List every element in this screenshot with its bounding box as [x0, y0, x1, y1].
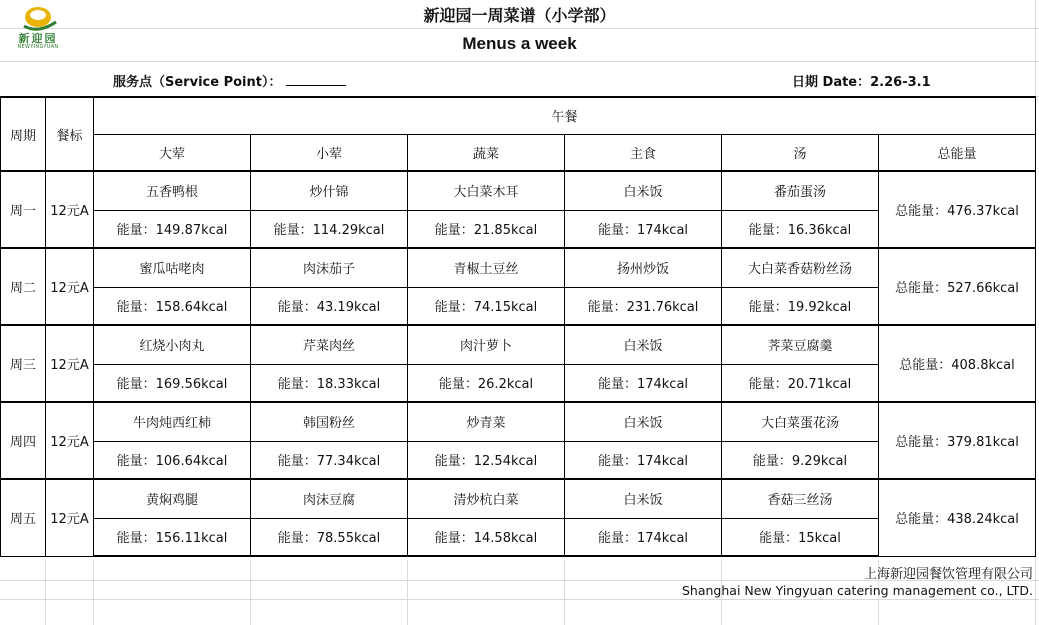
price-cell: 12元A [46, 171, 94, 248]
dish-cell: 肉沫豆腐 [251, 479, 408, 518]
day-cell: 周四 [1, 402, 46, 479]
header-price: 餐标 [46, 97, 94, 171]
energy-cell: 能量：114.29kcal [251, 210, 408, 248]
price-cell: 12元A [46, 479, 94, 556]
day-cell: 周五 [1, 479, 46, 556]
dish-cell: 白米饭 [565, 325, 722, 364]
energy-cell: 能量：15kcal [722, 518, 879, 556]
day-cell: 周一 [1, 171, 46, 248]
dish-cell: 韩国粉丝 [251, 402, 408, 441]
total-energy-cell: 总能量：408.8kcal [879, 325, 1036, 402]
dish-cell: 肉沫茄子 [251, 248, 408, 287]
dish-cell: 五香鸭根 [94, 171, 251, 210]
service-point-blank [286, 73, 346, 86]
energy-cell: 能量：158.64kcal [94, 287, 251, 325]
day-cell: 周三 [1, 325, 46, 402]
total-energy-cell: 总能量：438.24kcal [879, 479, 1036, 556]
weekly-menu-table [0, 96, 1036, 557]
dish-cell: 香菇三丝汤 [722, 479, 879, 518]
energy-cell: 能量：174kcal [565, 364, 722, 402]
energy-cell: 能量：16.36kcal [722, 210, 879, 248]
table-row [1, 171, 1036, 210]
total-energy-cell: 总能量：379.81kcal [879, 402, 1036, 479]
energy-cell: 能量：14.58kcal [408, 518, 565, 556]
logo-text-en: NEWYINGYUAN [17, 44, 59, 50]
energy-cell: 能量：43.19kcal [251, 287, 408, 325]
dish-cell: 蜜瓜咕咾肉 [94, 248, 251, 287]
dish-cell: 白米饭 [565, 479, 722, 518]
dish-cell: 扬州炒饭 [565, 248, 722, 287]
energy-cell: 能量：20.71kcal [722, 364, 879, 402]
dish-cell: 牛肉炖西红柿 [94, 402, 251, 441]
energy-cell: 能量：231.76kcal [565, 287, 722, 325]
service-point [113, 71, 346, 90]
energy-cell: 能量：78.55kcal [251, 518, 408, 556]
dish-cell: 大白菜木耳 [408, 171, 565, 210]
dish-cell: 肉汁萝卜 [408, 325, 565, 364]
day-cell: 周二 [1, 248, 46, 325]
energy-cell: 能量：156.11kcal [94, 518, 251, 556]
header-lunch: 午餐 [94, 97, 1036, 134]
energy-cell: 能量：9.29kcal [722, 441, 879, 479]
energy-cell: 能量：174kcal [565, 441, 722, 479]
date-range: 日期 Date：2.26-3.1 [792, 75, 931, 90]
energy-cell: 能量：19.92kcal [722, 287, 879, 325]
energy-cell: 能量：174kcal [565, 210, 722, 248]
energy-cell: 能量：77.34kcal [251, 441, 408, 479]
dish-cell: 白米饭 [565, 171, 722, 210]
header-col-3: 主食 [565, 134, 722, 171]
dish-cell: 白米饭 [565, 402, 722, 441]
dish-cell: 大白菜蛋花汤 [722, 402, 879, 441]
dish-cell: 黄焖鸡腿 [94, 479, 251, 518]
footer-company-cn: 上海新迎园餐饮管理有限公司 [863, 567, 1033, 582]
price-cell: 12元A [46, 325, 94, 402]
dish-cell: 清炒杭白菜 [408, 479, 565, 518]
header-col-1: 小荤 [251, 134, 408, 171]
dish-cell: 番茄蛋汤 [722, 171, 879, 210]
energy-cell: 能量：169.56kcal [94, 364, 251, 402]
price-cell: 12元A [46, 402, 94, 479]
energy-cell: 能量：18.33kcal [251, 364, 408, 402]
header-col-4: 汤 [722, 134, 879, 171]
table-row [1, 402, 1036, 441]
footer-company-en: Shanghai New Yingyuan catering management co., LTD. [681, 583, 1033, 598]
dish-cell: 青椒土豆丝 [408, 248, 565, 287]
dish-cell: 红烧小肉丸 [94, 325, 251, 364]
table-row [1, 479, 1036, 518]
energy-cell: 能量：21.85kcal [408, 210, 565, 248]
table-row [1, 325, 1036, 364]
dish-cell: 芹菜肉丝 [251, 325, 408, 364]
dish-cell: 荠菜豆腐羹 [722, 325, 879, 364]
energy-cell: 能量：106.64kcal [94, 441, 251, 479]
total-energy-cell: 总能量：476.37kcal [879, 171, 1036, 248]
service-point-label: 服务点（Service Point）： [113, 75, 282, 90]
page-title-cn: 新迎园一周菜谱（小学部） [423, 6, 616, 25]
energy-cell: 能量：26.2kcal [408, 364, 565, 402]
dish-cell: 炒什锦 [251, 171, 408, 210]
energy-cell: 能量：12.54kcal [408, 441, 565, 479]
logo-text-cn: 新迎园 [18, 32, 58, 45]
price-cell: 12元A [46, 248, 94, 325]
energy-cell: 能量：74.15kcal [408, 287, 565, 325]
header-col-2: 蔬菜 [408, 134, 565, 171]
energy-cell: 能量：149.87kcal [94, 210, 251, 248]
energy-cell: 能量：174kcal [565, 518, 722, 556]
table-row [1, 248, 1036, 287]
header-col-5: 总能量 [879, 134, 1036, 171]
page-title-en: Menus a week [462, 34, 577, 53]
header-week: 周期 [1, 97, 46, 171]
total-energy-cell: 总能量：527.66kcal [879, 248, 1036, 325]
dish-cell: 炒青菜 [408, 402, 565, 441]
header-col-0: 大荤 [94, 134, 251, 171]
dish-cell: 大白菜香菇粉丝汤 [722, 248, 879, 287]
